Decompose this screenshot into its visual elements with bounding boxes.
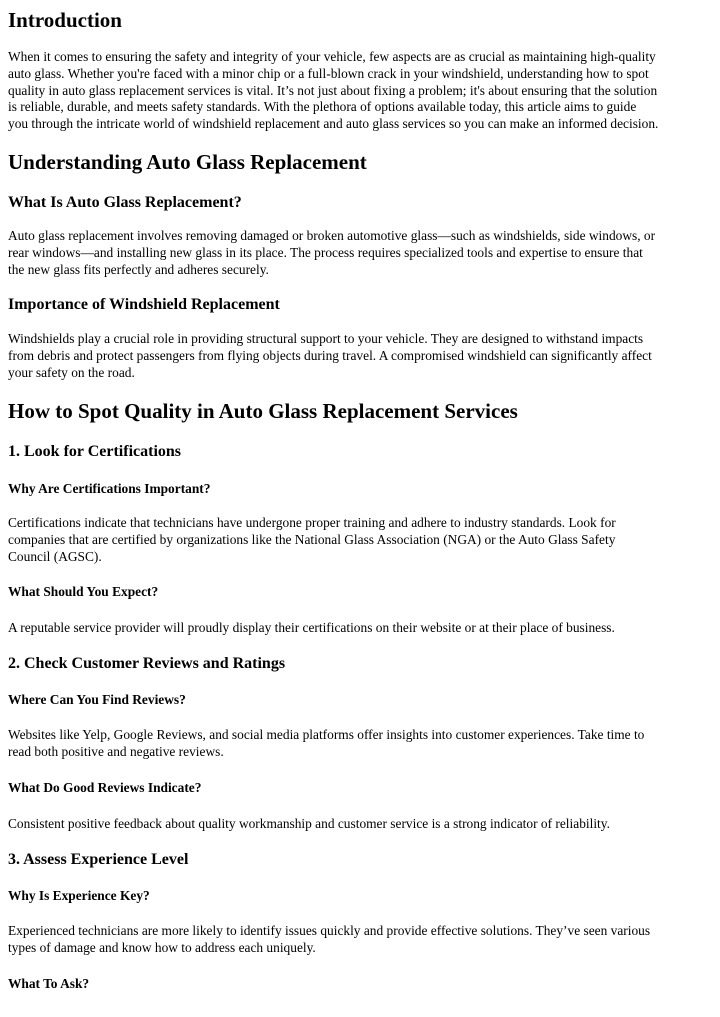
cert-expect-paragraph (8, 620, 615, 637)
reviews-where-heading: Where Can You Find Reviews? (8, 692, 186, 707)
importance-paragraph (8, 331, 652, 381)
reviews-good-paragraph (8, 816, 610, 833)
paragraph-line: the new glass fits perfectly and adheres securely. (8, 261, 269, 277)
paragraph-line: your safety on the road. (8, 364, 135, 380)
experience-heading: 3. Assess Experience Level (8, 851, 189, 868)
reviews-good-heading: What Do Good Reviews Indicate? (8, 780, 202, 795)
paragraph-line: When it comes to ensuring the safety and integrity of your vehicle, few aspects are as crucial as maintaining high-quality (8, 49, 656, 64)
paragraph-line: auto glass. Whether you're faced with a minor chip or a full-blown crack in your windshield, understanding how to spot (8, 65, 649, 81)
cert-why-heading: Why Are Certifications Important? (8, 481, 211, 496)
paragraph-line: quality in auto glass replacement services is vital. It’s not just about fixing a problem; it's about ensuring that the solution (8, 82, 658, 98)
paragraph-line: Consistent positive feedback about quality workmanship and customer service is a strong indicator of reliability. (8, 816, 610, 831)
paragraph-line: A reputable service provider will proudly display their certifications on their website or at their place of business. (8, 620, 615, 635)
paragraph-line: you through the intricate world of windshield replacement and auto glass services so you can make an informed decision. (8, 116, 659, 132)
what-is-heading: What Is Auto Glass Replacement? (8, 194, 242, 211)
cert-expect-heading: What Should You Expect? (8, 584, 159, 599)
what-is-paragraph (8, 228, 655, 278)
intro-paragraph (8, 49, 658, 133)
paragraph-line: Certifications indicate that technicians have undergone proper training and adhere to industry standards. Look for (8, 515, 616, 530)
reviews-heading: 2. Check Customer Reviews and Ratings (8, 655, 286, 672)
reviews-where-paragraph (8, 727, 644, 761)
paragraph-line: Windshields play a crucial role in providing structural support to your vehicle. They are designed to withstand impacts (8, 331, 644, 346)
paragraph-line: from debris and protect passengers from flying objects during travel. A compromised windshield can significantly affect (8, 347, 652, 363)
paragraph-line: types of damage and know how to address each uniquely. (8, 939, 316, 955)
cert-why-paragraph (8, 515, 616, 565)
experience-why-paragraph (8, 923, 650, 957)
paragraph-line: Websites like Yelp, Google Reviews, and social media platforms offer insights into customer experiences. Take time to (8, 727, 645, 742)
experience-ask-heading: What To Ask? (8, 976, 90, 991)
paragraph-line: is reliable, durable, and meets safety standards. With the plethora of options available today, this article aims to guide (8, 99, 637, 115)
understanding-heading: Understanding Auto Glass Replacement (8, 150, 367, 174)
paragraph-line: rear windows—and installing new glass in its place. The process requires specialized tools and expertise to ensure that (8, 244, 643, 260)
paragraph-line: Auto glass replacement involves removing damaged or broken automotive glass—such as windshields, side windows, or (8, 228, 656, 243)
paragraph-line: Council (AGSC). (8, 548, 102, 564)
intro-heading: Introduction (8, 8, 122, 32)
paragraph-line: companies that are certified by organizations like the National Glass Association (NGA) or the Auto Glass Safety (8, 531, 616, 547)
paragraph-line: Experienced technicians are more likely to identify issues quickly and provide effective solutions. They’ve seen various (8, 923, 651, 938)
certifications-heading: 1. Look for Certifications (8, 443, 182, 460)
importance-heading: Importance of Windshield Replacement (8, 296, 280, 313)
paragraph-line: read both positive and negative reviews. (8, 743, 224, 759)
spot-quality-heading: How to Spot Quality in Auto Glass Replacement Services (8, 399, 518, 423)
experience-why-heading: Why Is Experience Key? (8, 888, 150, 903)
